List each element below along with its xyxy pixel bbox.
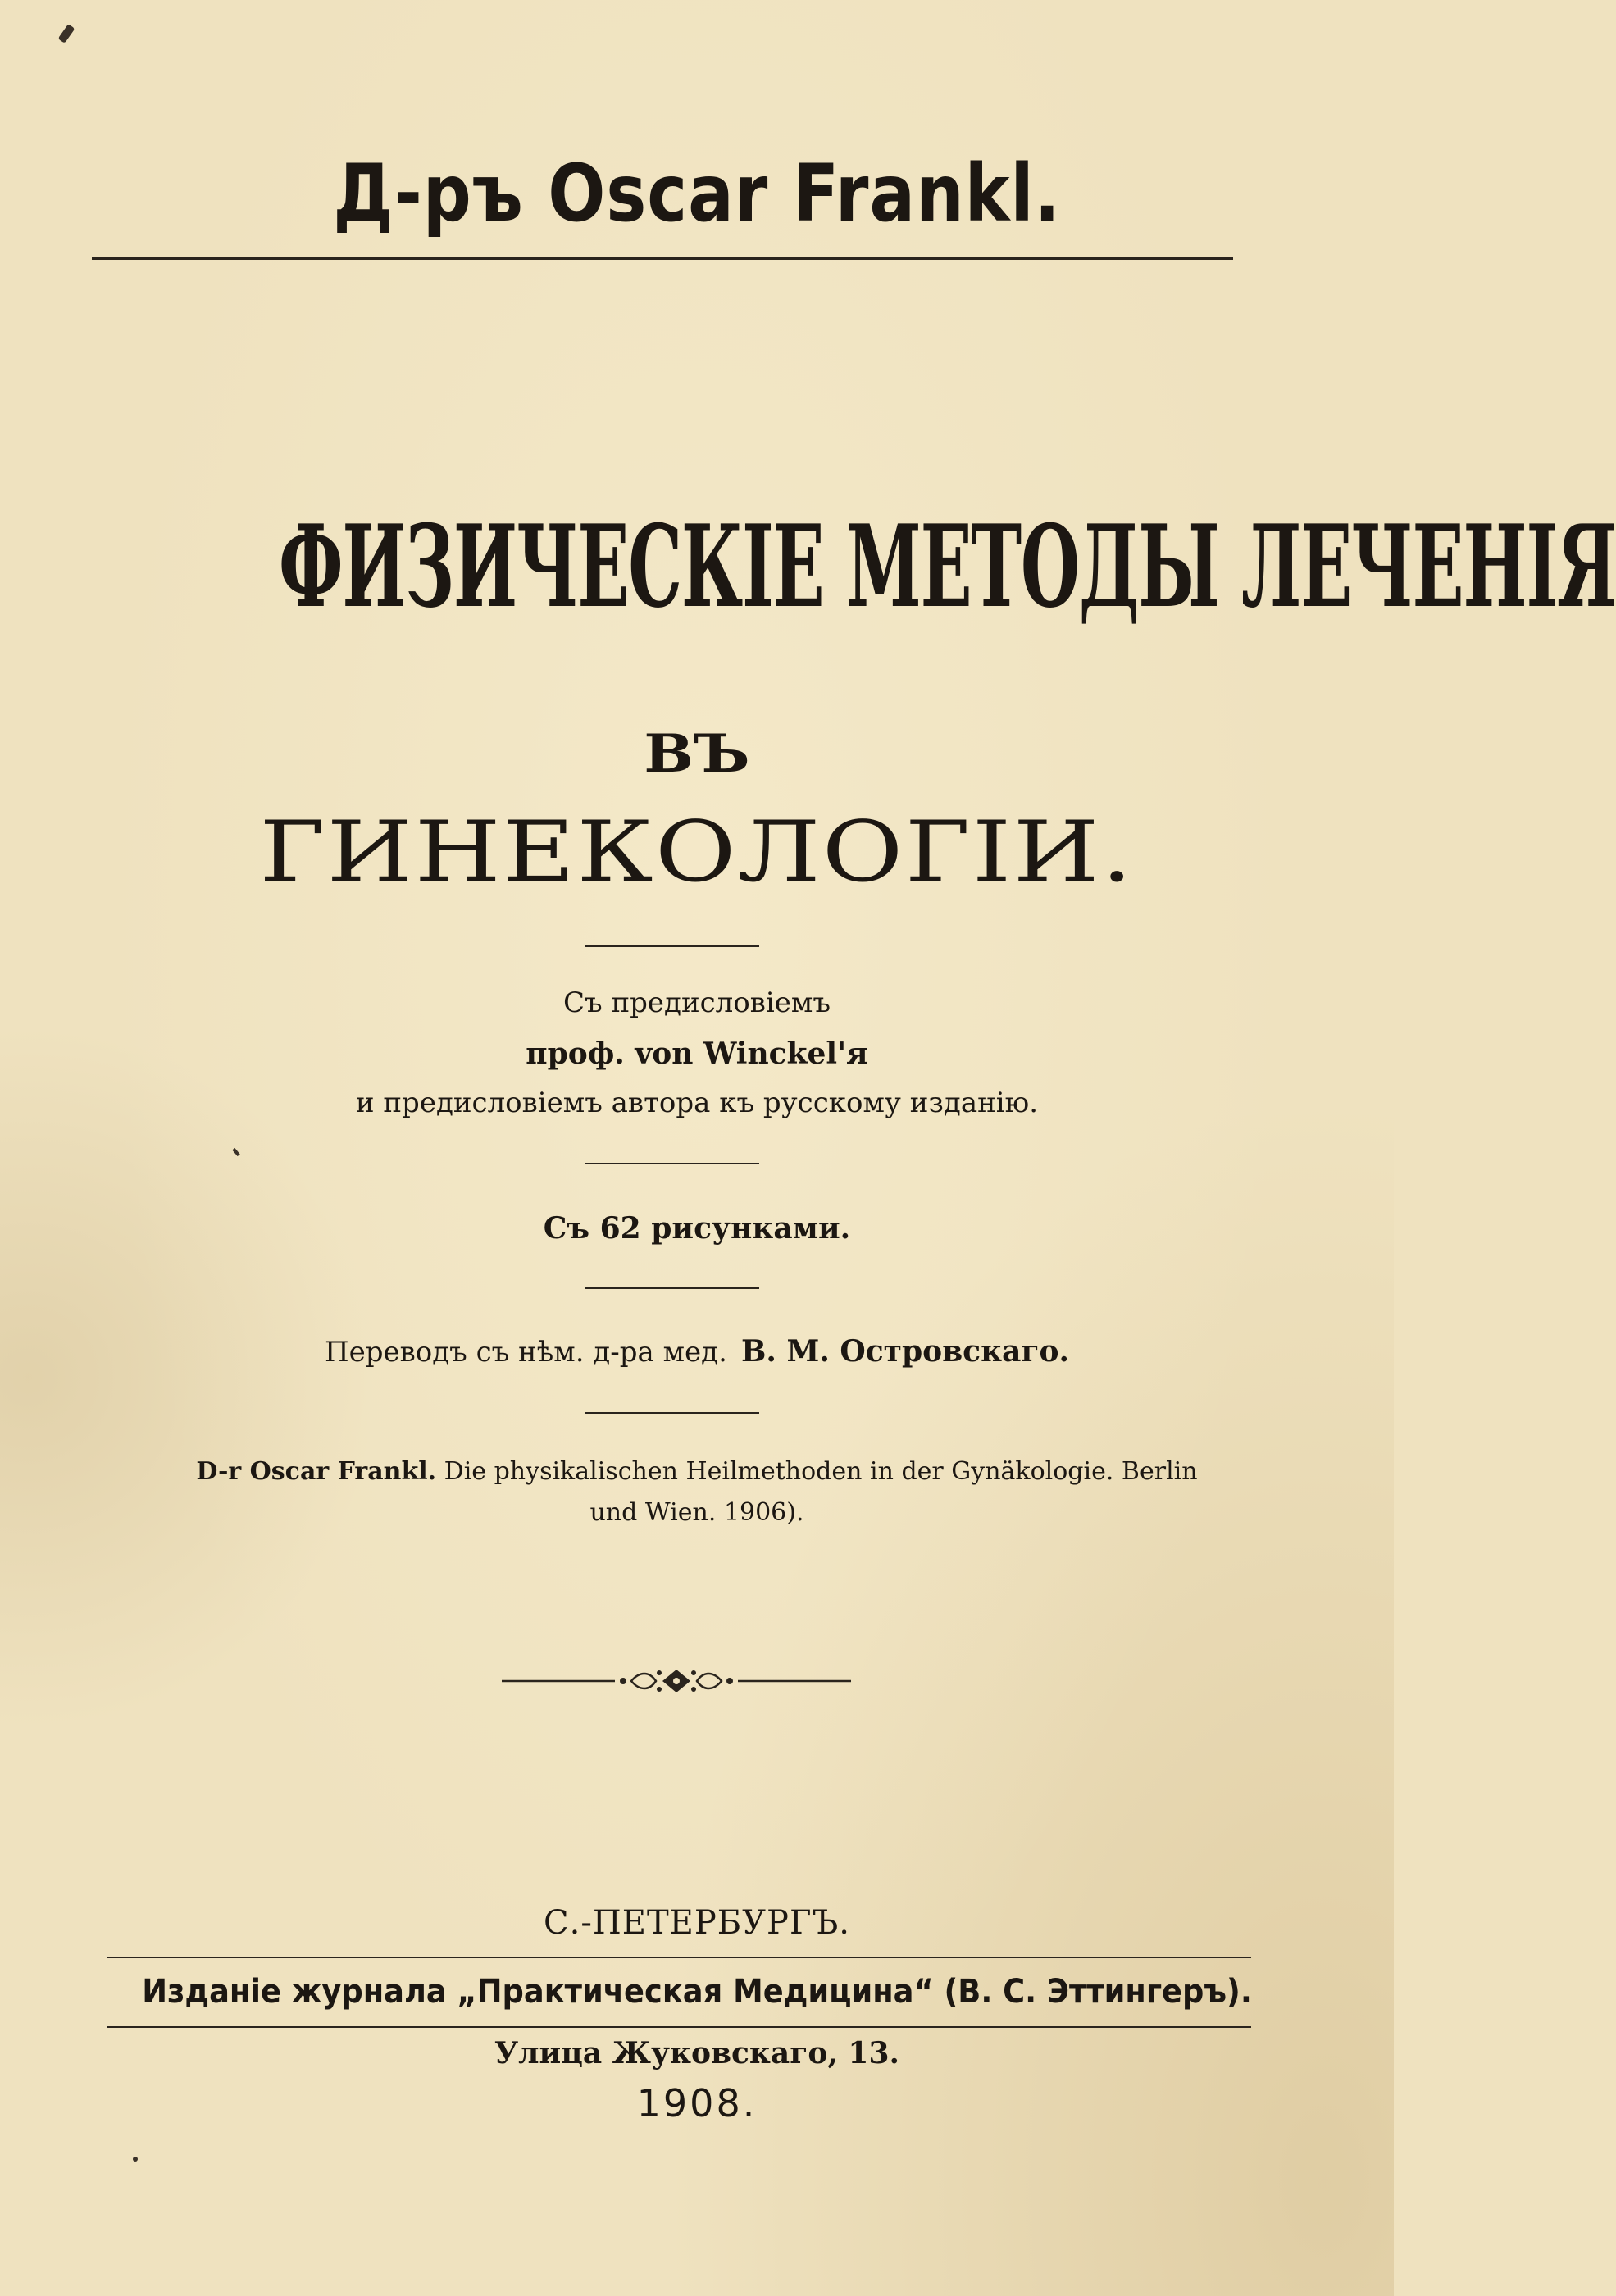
author-name: Д-ръ Oscar Frankl.: [333, 148, 1061, 239]
original-author: D-r Oscar Frankl.: [196, 1457, 437, 1486]
translator-name: В. М. Островскаго.: [740, 1334, 1070, 1369]
translation-credit: [0, 1334, 1394, 1369]
publisher-rule-top: [107, 1957, 1251, 1958]
ink-speck: [58, 24, 75, 43]
divider-3: [585, 1287, 759, 1289]
address: Улица Жуковскаго, 13.: [494, 2036, 900, 2070]
ornament-icon: [500, 1665, 853, 1697]
original-text: Die physikalischen Heilmethoden in der Gynäkologie. Berlin: [444, 1457, 1198, 1486]
divider-1: [585, 945, 759, 947]
book-title-line1: ФИЗИЧЕСКІЕ МЕТОДЫ ЛЕЧЕНІЯ: [278, 499, 1616, 633]
publisher: Изданіе журнала „Практическая Медицина“ (В. С. Эттингеръ).: [142, 1973, 1252, 2011]
illustrations-note: Съ 62 рисунками.: [543, 1211, 851, 1246]
ink-speck: [232, 1148, 239, 1156]
city: С.-ПЕТЕРБУРГЪ.: [544, 1904, 850, 1942]
preface-line2: проф. von Winckel'я: [526, 1036, 868, 1071]
preface-line1: Съ предисловіемъ: [563, 986, 831, 1019]
translation-prefix: Переводъ съ нѣм. д-ра мед.: [324, 1336, 727, 1369]
year: 1908.: [636, 2081, 758, 2125]
author-rule: [92, 257, 1233, 260]
publisher-rule-bottom: [107, 2026, 1251, 2028]
ink-speck: [133, 2157, 138, 2162]
divider-2: [585, 1163, 759, 1164]
divider-4: [585, 1412, 759, 1414]
original-edition-line1: [0, 1457, 1394, 1486]
book-title-line2: ГИНЕКОЛОГІИ.: [259, 804, 1135, 901]
book-title-connector: ВЪ: [644, 723, 750, 785]
original-edition-line2: und Wien. 1906).: [589, 1498, 804, 1527]
preface-line3: и предисловіемъ автора къ русскому изданію.: [355, 1086, 1039, 1119]
